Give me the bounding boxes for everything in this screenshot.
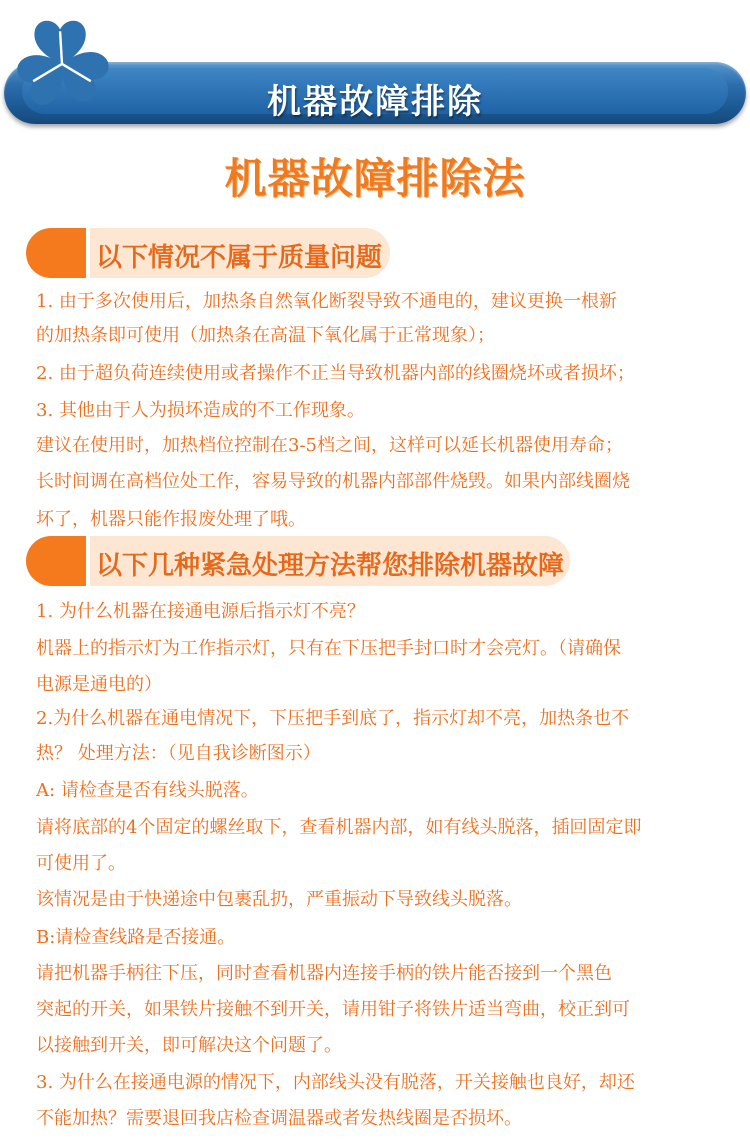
text-line: 可使用了。 <box>36 853 126 874</box>
text-line: 电源是通电的） <box>36 674 162 695</box>
clover-logo-icon <box>14 14 110 110</box>
header-banner <box>4 62 746 124</box>
text-line: B:请检查线路是否接通。 <box>36 927 236 948</box>
banner-title: 机器故障排除 <box>267 82 483 122</box>
text-line: 该情况是由于快递途中包裹乱扔，严重振动下导致线头脱落。 <box>36 889 522 910</box>
text-line: A: 请检查是否有线头脱落。 <box>36 780 259 801</box>
text-line: 坏了，机器只能作报废处理了哦。 <box>36 509 306 530</box>
section-heading-label: 以下几种紧急处理方法帮您排除机器故障 <box>96 551 565 581</box>
text-line: 机器上的指示灯为工作指示灯，只有在下压把手封口时才会亮灯。（请确保 <box>36 638 621 659</box>
section-pill-marker <box>26 228 86 278</box>
text-line: 3. 其他由于人为损坏造成的不工作现象。 <box>36 400 365 421</box>
section-pill-marker <box>26 536 86 586</box>
text-line: 2. 由于超负荷连续使用或者操作不正当导致机器内部的线圈烧坏或者损坏； <box>36 363 635 384</box>
text-line: 突起的开关，如果铁片接触不到开关，请用钳子将铁片适当弯曲，校正到可 <box>36 999 630 1020</box>
text-line: 的加热条即可使用（加热条在高温下氧化属于正常现象）； <box>36 325 495 346</box>
text-line: 热？ 处理方法：（见自我诊断图示） <box>36 743 321 764</box>
text-line: 1. 为什么机器在接通电源后指示灯不亮？ <box>36 601 365 622</box>
section-heading-label: 以下情况不属于质量问题 <box>96 243 383 273</box>
text-line: 1. 由于多次使用后，加热条自然氧化断裂导致不通电的，建议更换一根新 <box>36 291 617 312</box>
text-line: 以接触到开关，即可解决这个问题了。 <box>36 1035 342 1056</box>
text-line: 请把机器手柄往下压，同时查看机器内连接手柄的铁片能否接到一个黑色 <box>36 963 612 984</box>
page-title: 机器故障排除法 <box>224 154 526 203</box>
text-line: 2.为什么机器在通电情况下，下压把手到底了，指示灯却不亮，加热条也不 <box>36 708 630 729</box>
section-heading-quality <box>26 228 390 278</box>
text-line: 请将底部的4个固定的螺丝取下，查看机器内部，如有线头脱落，插回固定即 <box>36 817 642 838</box>
text-line: 建议在使用时，加热档位控制在3-5档之间，这样可以延长机器使用寿命； <box>36 435 623 456</box>
section-heading-emergency <box>26 536 570 586</box>
text-line: 3. 为什么在接通电源的情况下，内部线头没有脱落，开关接触也良好，却还 <box>36 1072 635 1093</box>
text-line: 不能加热？需要退回我店检查调温器或者发热线圈是否损坏。 <box>36 1108 522 1129</box>
text-line: 长时间调在高档位处工作，容易导致的机器内部部件烧毁。如果内部线圈烧 <box>36 471 630 492</box>
